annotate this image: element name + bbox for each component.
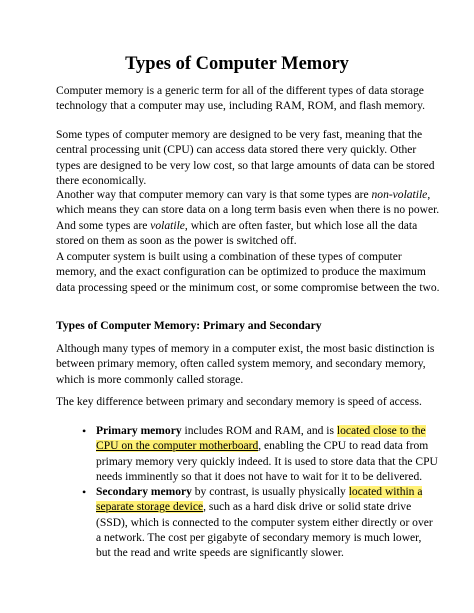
text-line: between primary memory, often called system memory, and secondary memory,	[56, 358, 426, 371]
emphasis-volatile: volatile	[150, 219, 185, 232]
text-line: a network. The cost per gigabyte of secondary memory is much lower,	[96, 531, 422, 544]
text-line: stored on them as soon as the power is switched off.	[56, 234, 297, 247]
text-run: , such as a hard disk drive or solid state drive	[203, 501, 412, 514]
text-run: And some types are	[56, 219, 151, 232]
highlighted-text: CPU on the computer motherboard	[96, 440, 259, 453]
text-line: (SSD), which is connected to the computer system either directly or over	[96, 516, 433, 529]
bullet-icon: •	[82, 485, 87, 499]
text-line: Computer memory is a generic term for all of the different types of data storage	[56, 85, 424, 97]
text-line: technology that a computer may use, including RAM, ROM, and flash memory.	[56, 100, 426, 113]
text-run: ,	[427, 189, 431, 201]
term-primary-memory: Primary memory	[96, 425, 182, 437]
text-line: Although many types of memory in a computer exist, the most basic distinction is	[56, 343, 435, 355]
text-line	[56, 188, 436, 203]
text-line: Some types of computer memory are designed to be very fast, meaning that the	[56, 129, 423, 141]
intro-paragraph	[56, 84, 436, 115]
text-line	[56, 219, 436, 234]
text-line: which means they can store data on a long term basis even when there is no power.	[56, 204, 440, 217]
list-item-text	[96, 485, 433, 561]
text-run: includes ROM and RAM, and is	[181, 425, 337, 437]
distinction-paragraph	[56, 342, 436, 388]
text-line: but the read and write speeds are significantly slower.	[96, 547, 344, 560]
text-line: A computer system is built using a combination of these types of computer	[56, 251, 402, 263]
configuration-paragraph	[56, 250, 440, 296]
text-line	[96, 424, 438, 439]
text-line: types are designed to be very low cost, so that large amounts of data can be stored	[56, 159, 435, 172]
text-line: data processing speed or the minimum cost, or some compromise between the two.	[56, 281, 440, 294]
text-line: needs imminently so that it does not have to wait for it to be delivered.	[96, 470, 423, 483]
text-line: primary memory very quickly indeed. It is used to store data that the CPU	[96, 455, 438, 468]
text-line	[96, 485, 433, 500]
text-run: , which are often faster, but which lose all the data	[184, 219, 418, 232]
highlighted-text: located within a	[348, 486, 423, 498]
text-line	[96, 500, 433, 515]
text-line: memory, and the exact configuration can be optimized to produce the maximum	[56, 266, 426, 279]
volatility-paragraph	[56, 188, 440, 249]
text-run: Another way that computer memory can vary is that some types are	[56, 189, 372, 201]
list-item-text	[96, 424, 438, 485]
text-line: central processing unit (CPU) can access data stored there very quickly. Other	[56, 144, 417, 157]
text-line: which is more commonly called storage.	[56, 373, 244, 386]
document-title: Types of Computer Memory	[125, 54, 349, 74]
text-line: The key difference between primary and secondary memory is speed of access.	[56, 396, 422, 408]
highlighted-text: located close to the	[336, 425, 426, 437]
bullet-icon: •	[82, 424, 87, 438]
term-secondary-memory: Secondary memory	[96, 486, 192, 498]
text-line	[96, 439, 438, 454]
key-difference-paragraph	[56, 395, 436, 410]
emphasis-non-volatile: non-volatile	[371, 189, 428, 201]
text-run: , enabling the CPU to read data from	[258, 440, 429, 453]
text-line: there economically.	[56, 174, 147, 187]
text-run: by contrast, is usually physically	[191, 486, 349, 498]
highlighted-text: separate storage device	[96, 501, 204, 514]
speed-cost-paragraph	[56, 128, 436, 189]
section-heading: Types of Computer Memory: Primary and Secondary	[56, 319, 322, 332]
